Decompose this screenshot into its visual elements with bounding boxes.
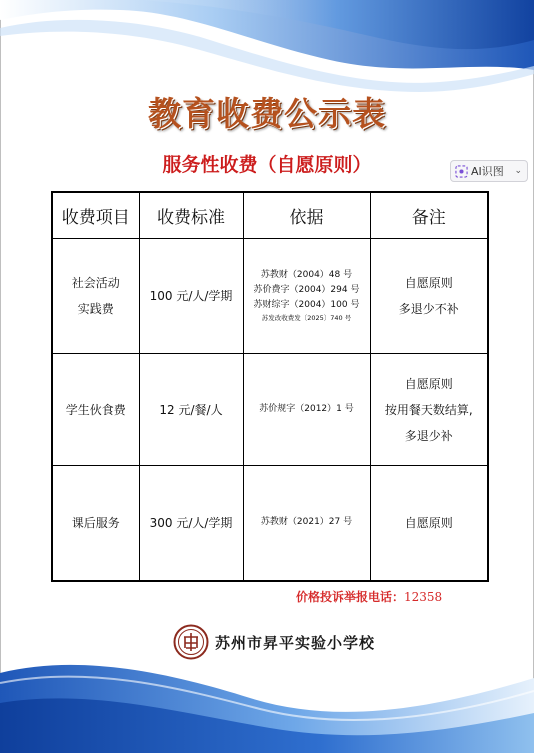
note-line: 自愿原则: [404, 376, 453, 391]
item-line: 社会活动: [71, 276, 120, 290]
hotline-number: 12358: [404, 590, 443, 604]
ai-image-recognition-icon: [455, 165, 468, 178]
cell-standard: 12 元/餐/人: [139, 354, 243, 466]
note-line: 按用餐天数结算,: [384, 402, 473, 417]
basis-line-small: 苏发改收费发〔2025〕740 号: [261, 314, 352, 322]
header-standard: 收费标准: [139, 192, 243, 239]
table-row: [52, 466, 488, 581]
header-item: 收费项目: [52, 192, 139, 239]
note-line: 多退少补: [404, 428, 453, 443]
ai-image-recognition-button[interactable]: [450, 160, 528, 182]
cell-basis: 苏价规字（2012）1 号: [243, 354, 370, 466]
cell-note: [370, 354, 488, 466]
cell-basis: 苏教财（2021）27 号: [243, 466, 370, 581]
page-subtitle: 服务性收费（自愿原则）: [162, 154, 372, 176]
cell-item: 课后服务: [52, 466, 139, 581]
ai-chip-label: AI识图: [471, 165, 504, 178]
hotline-label: 价格投诉举报电话：: [296, 590, 405, 604]
note-line: 自愿原则: [404, 276, 453, 290]
chevron-down-icon[interactable]: ⌄: [514, 166, 522, 176]
note-line: 多退少不补: [398, 302, 459, 316]
basis-line: 苏价费字（2004）294 号: [253, 285, 360, 295]
header-note: 备注: [370, 192, 488, 239]
cell-note: 自愿原则: [370, 466, 488, 581]
school-signature: [173, 622, 375, 662]
cell-item: 学生伙食费: [52, 354, 139, 466]
table-row: [52, 239, 488, 354]
cell-note: [370, 239, 488, 354]
fee-table: [51, 191, 489, 582]
cell-basis: [243, 239, 370, 354]
item-line: 实践费: [77, 302, 114, 316]
header-basis: 依据: [243, 192, 370, 239]
cell-standard: 100 元/人/学期: [139, 239, 243, 354]
school-name: 苏州市昇平实验小学校: [215, 633, 376, 652]
page-title: 教育收费公示表: [148, 94, 386, 133]
table-header-row: [52, 192, 488, 239]
cell-item: [52, 239, 139, 354]
complaint-hotline: [296, 588, 442, 605]
basis-line: 苏财综字（2004）100 号: [253, 300, 360, 310]
school-seal-icon: [173, 624, 209, 660]
cell-standard: 300 元/人/学期: [139, 466, 243, 581]
basis-line: 苏教财（2004）48 号: [260, 270, 353, 280]
table-row: [52, 354, 488, 466]
